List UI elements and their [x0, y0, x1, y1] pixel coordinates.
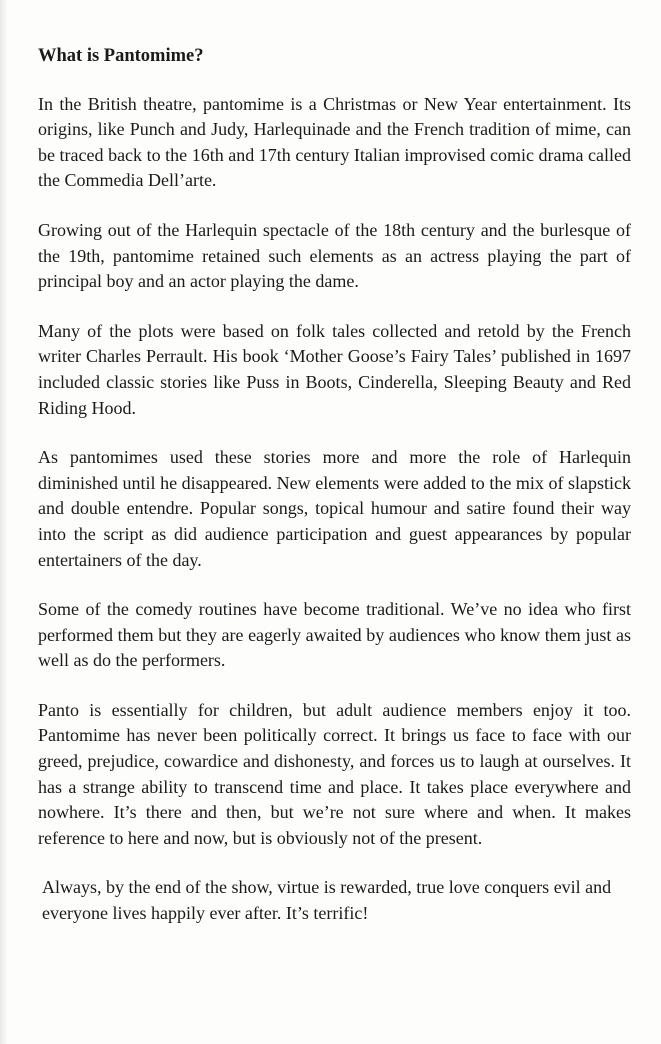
paragraph-harlequin: Growing out of the Harlequin spectacle of the 18th century and the burlesque of the 19th, pantomime retained such elements as an actress playing the part of principal boy and an actor playing the dame.: [38, 219, 631, 292]
paragraph-origins: In the British theatre, pantomime is a Christmas or New Year entertainment. Its origins, like Punch and Judy, Harlequinade and the French tradition of mime, can be traced back to the 16th and 17th century Italian improvised comic drama called the Commedia Dell’arte.: [38, 93, 631, 191]
paragraph-plots: Many of the plots were based on folk tales collected and retold by the French writer Charles Perrault. His book ‘Mother Goose’s Fairy Tales’ published in 1697 included classic stories like Puss in Boots, Cinderella, Sleeping Beauty and Red Riding Hood.: [38, 320, 631, 418]
paragraph-panto-audience: Panto is essentially for children, but adult audience members enjoy it too. Pantomime has never been politically correct. It brings us face to face with our greed, prejudice, cowardice and dishonesty, and forces us to laugh at ourselves. It has a strange ability to transcend time and place. It takes place everywhere and nowhere. It’s there and then, but we’re not sure where and when. It makes reference to here and now, but is obviously not of the present.: [38, 699, 631, 848]
paragraph-comedy-routines: Some of the comedy routines have become traditional. We’ve no idea who first performed them but they are eagerly awaited by audiences who know them just as well as do the performers.: [38, 599, 631, 671]
paragraph-conclusion: Always, by the end of the show, virtue is rewarded, true love conquers evil and everyone lives happily ever after. It’s terrific!: [42, 877, 612, 924]
paragraph-new-elements: As pantomimes used these stories more and more the role of Harlequin diminished until he disappeared. New elements were added to the mix of slapstick and double entendre. Popular songs, topical humour and satire found their way into the script as did audience participation and guest appearances by popular entertainers of the day.: [38, 447, 631, 570]
page-title: What is Pantomime?: [38, 46, 204, 66]
